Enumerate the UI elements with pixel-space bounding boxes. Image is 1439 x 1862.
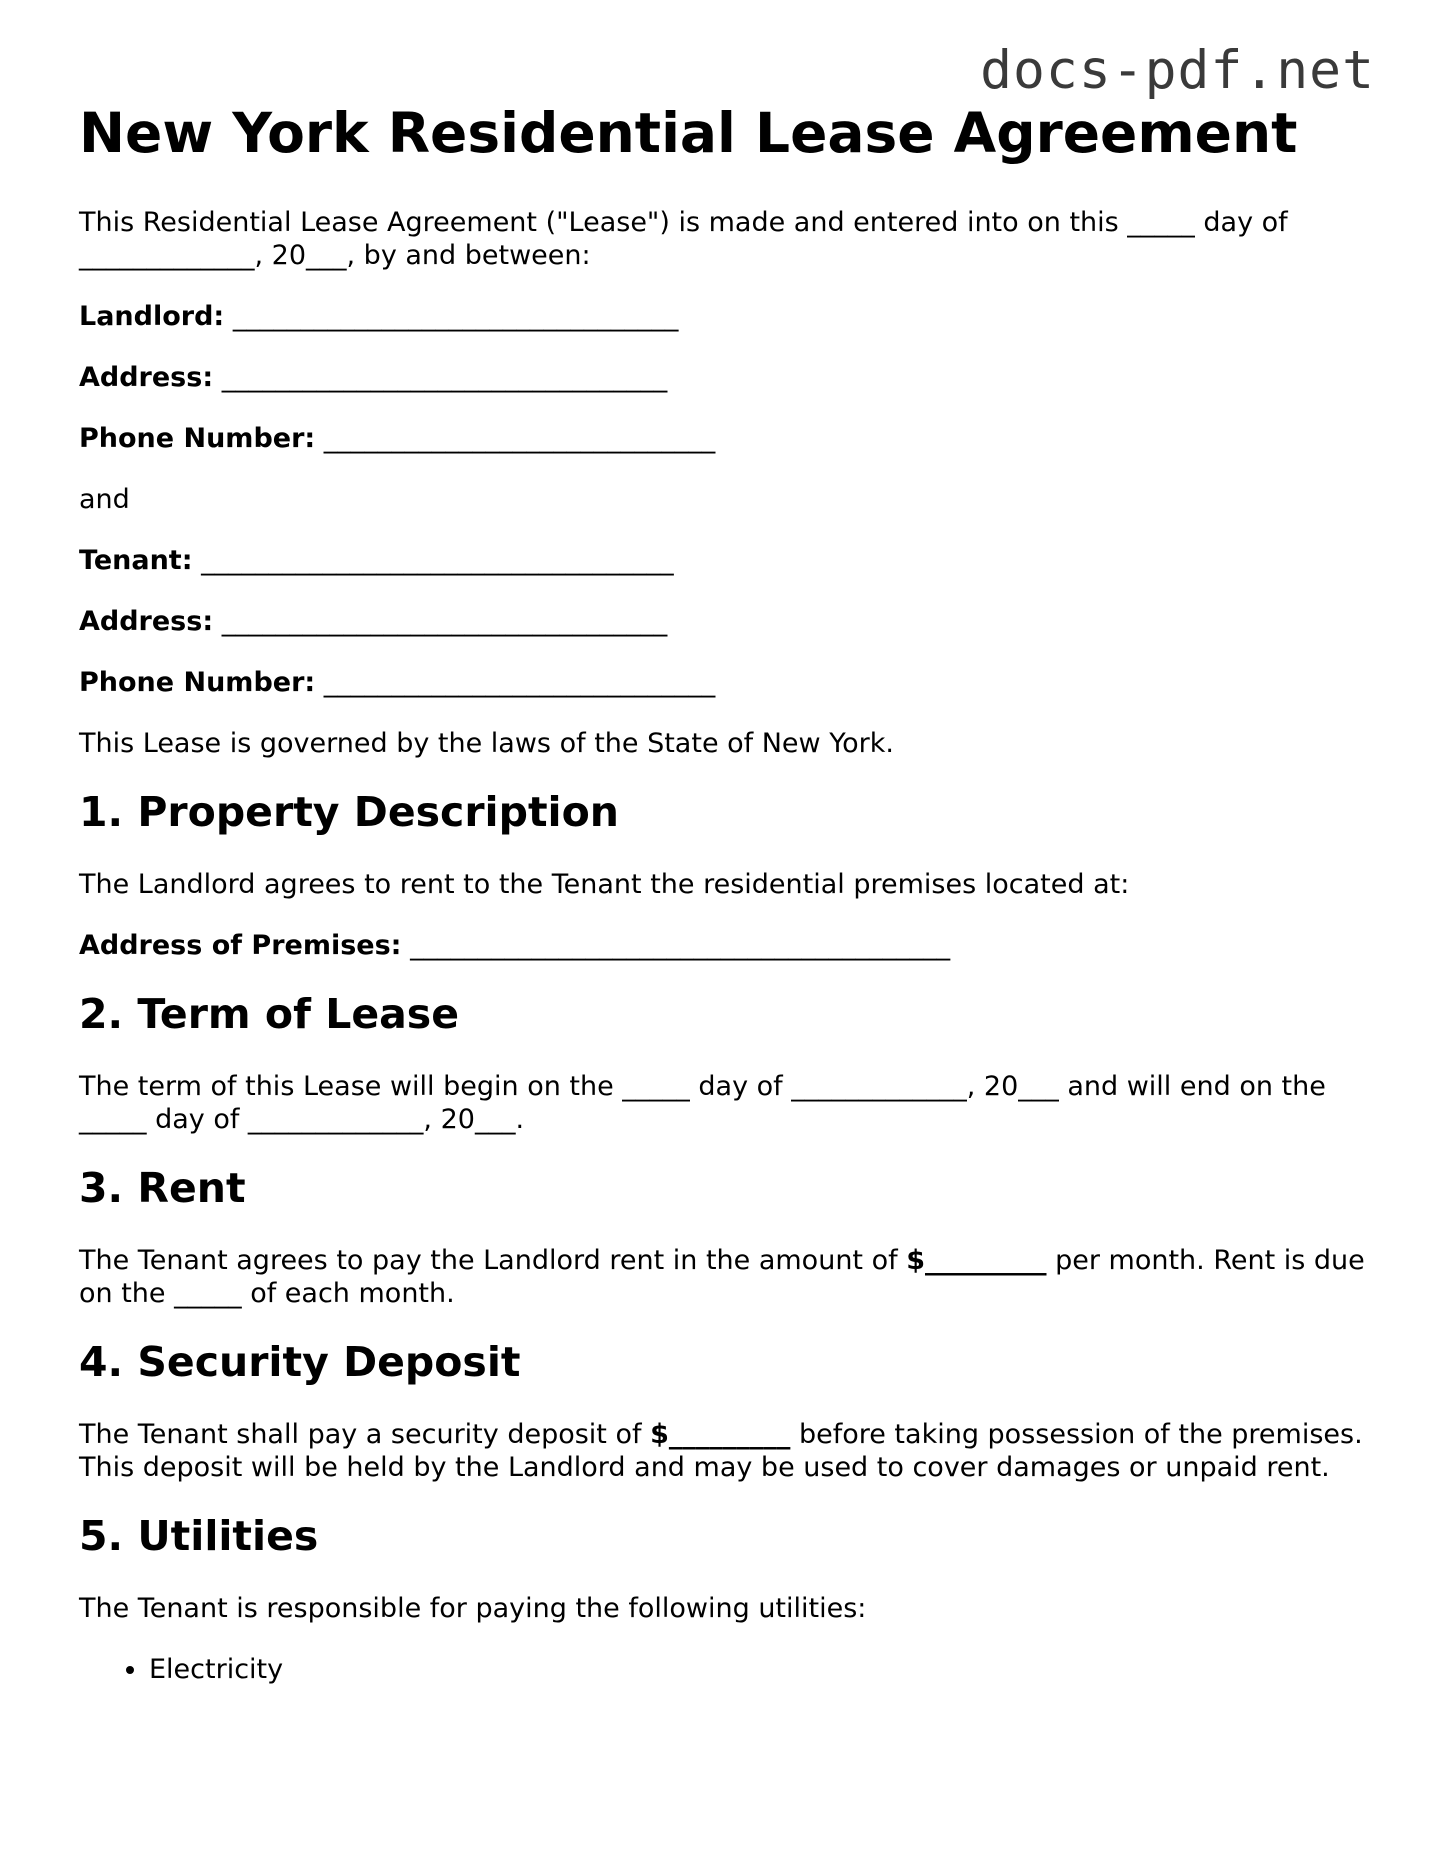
landlord-name-blank: _________________________________ [232, 301, 679, 332]
tenant-name-label: Tenant: [79, 545, 193, 576]
tenant-name-field [79, 544, 1369, 577]
utilities-list [79, 1653, 1369, 1686]
rent-amount-blank: $_________ [906, 1245, 1047, 1276]
premises-address-blank: ________________________________________ [410, 930, 951, 961]
landlord-phone-blank: _____________________________ [323, 423, 716, 454]
list-item: • Electricity [149, 1653, 1369, 1686]
section-heading-deposit: 4. Security Deposit [79, 1338, 521, 1386]
document-title: New York Residential Lease Agreement [79, 101, 1298, 165]
section-heading-rent: 3. Rent [79, 1164, 246, 1212]
tenant-phone-blank: _____________________________ [323, 667, 716, 698]
governing-law-text: This Lease is governed by the laws of the State of New York. [79, 728, 894, 759]
landlord-address-label: Address: [79, 362, 214, 393]
premises-address-label: Address of Premises: [79, 930, 402, 961]
and-text: and [79, 484, 130, 515]
landlord-address-field [79, 361, 1369, 394]
rent-text-before: The Tenant agrees to pay the Landlord rent in the amount of [79, 1245, 907, 1276]
document-body [79, 206, 1369, 1686]
deposit-amount-blank: $_________ [650, 1419, 791, 1450]
property-text: The Landlord agrees to rent to the Tenant the residential premises located at: [79, 869, 1130, 900]
intro-paragraph: This Residential Lease Agreement ("Lease") is made and entered into on this _____ day of _____________, 20___, by and between: [79, 207, 1288, 271]
tenant-address-field [79, 605, 1369, 638]
landlord-name-field [79, 300, 1369, 333]
tenant-address-label: Address: [79, 606, 214, 637]
tenant-name-blank: ___________________________________ [201, 545, 674, 576]
section-heading-property: 1. Property Description [79, 788, 619, 836]
landlord-phone-label: Phone Number: [79, 423, 316, 454]
landlord-phone-field [79, 422, 1369, 455]
premises-address-field [79, 929, 1369, 962]
landlord-name-label: Landlord: [79, 301, 225, 332]
watermark: docs-pdf.net [980, 40, 1375, 101]
deposit-text-before: The Tenant shall pay a security deposit of [79, 1419, 651, 1450]
utilities-text: The Tenant is responsible for paying the following utilities: [79, 1593, 867, 1624]
section-heading-utilities: 5. Utilities [79, 1512, 319, 1560]
deposit-text [79, 1418, 1369, 1484]
tenant-phone-field [79, 666, 1369, 699]
section-heading-term: 2. Term of Lease [79, 990, 460, 1038]
term-text: The term of this Lease will begin on the _____ day of _____________, 20___ and will end on the _____ day of _____________, 20___. [79, 1071, 1326, 1135]
tenant-phone-label: Phone Number: [79, 667, 316, 698]
rent-text-after: per month. Rent is due on the _____ of each month. [79, 1245, 1365, 1309]
tenant-address-blank: _________________________________ [221, 606, 668, 637]
landlord-address-blank: _________________________________ [221, 362, 668, 393]
rent-text [79, 1244, 1369, 1310]
deposit-text-after: before taking possession of the premises. This deposit will be held by the Landlord and may be used to cover damages or unpaid rent. [79, 1419, 1363, 1483]
